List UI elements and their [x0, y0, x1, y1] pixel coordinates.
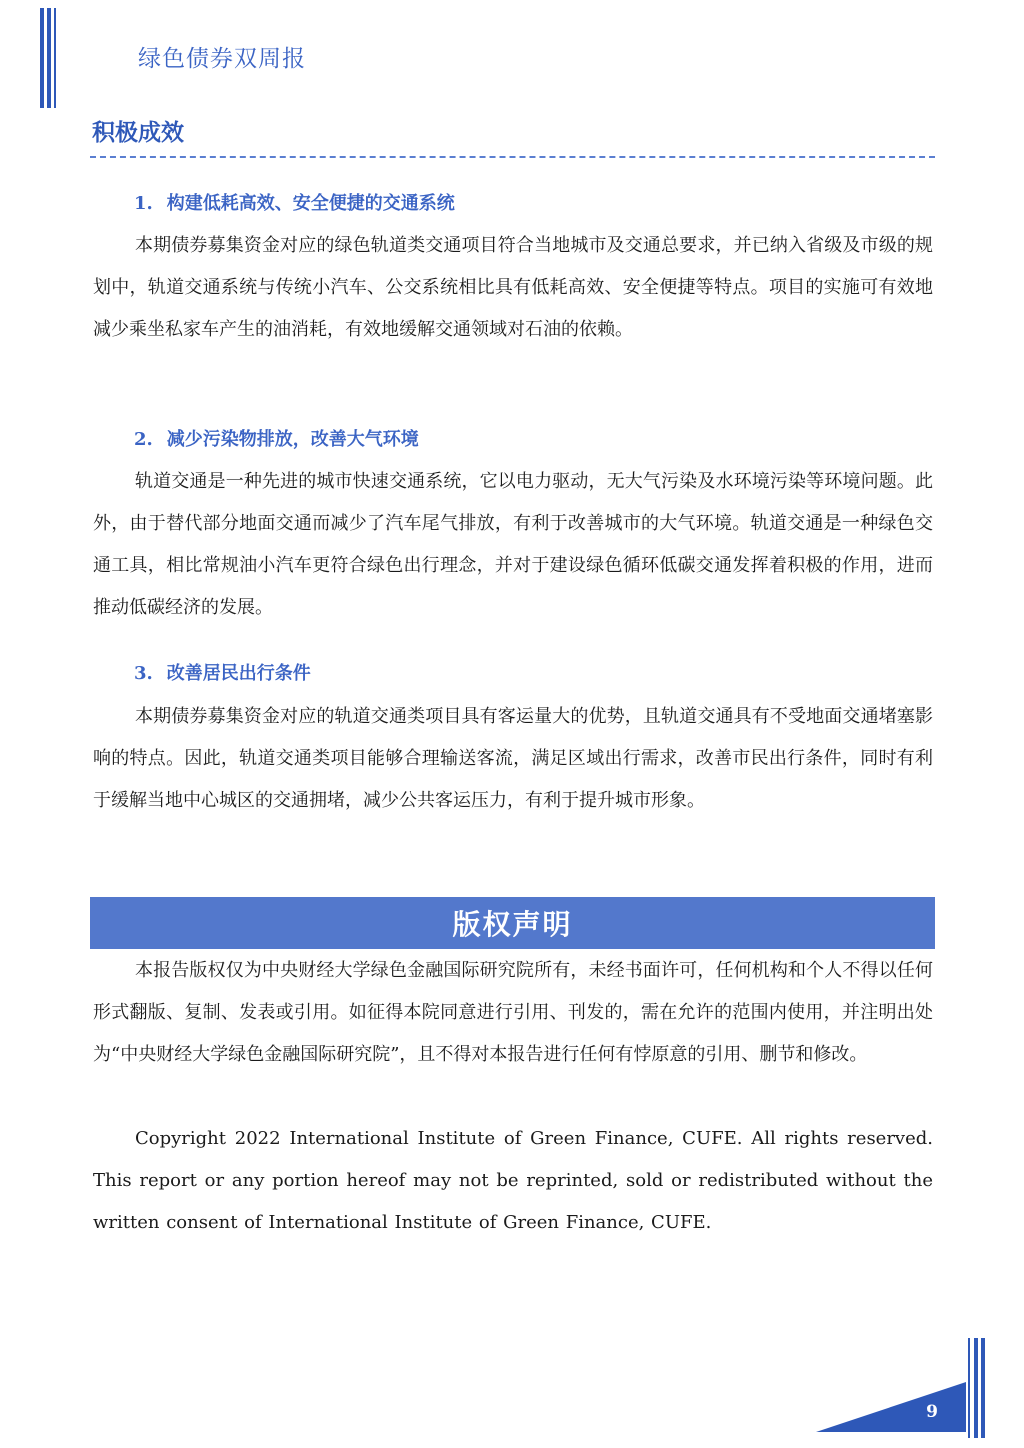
- footer-decoration-bars: [968, 1338, 988, 1438]
- item-heading-3: [134, 659, 311, 685]
- section-divider: [90, 156, 935, 158]
- footer-bar: [974, 1338, 978, 1438]
- item-number: 3.: [134, 663, 153, 684]
- copyright-zh: 本报告版权仅为中央财经大学绿色金融国际研究院所有，未经书面许可，任何机构和个人不得以任何形式翻版、复制、发表或引用。如征得本院同意进行引用、刊发的，需在允许的范围内使用，并注明出处为“中央财经大学绿色金融国际研究院”，且不得对本报告进行任何有悖原意的引用、删节和修改。: [93, 960, 933, 1065]
- copyright-en: Copyright 2022 International Institute of Green Finance, CUFE. All rights reserved. This report or any portion hereof may not be reprinted, sold or redistributed without the written consent of International Institute of Green Finance, CUFE.: [93, 1128, 933, 1233]
- copyright-banner: [90, 897, 935, 949]
- footer-bar: [981, 1338, 985, 1438]
- header-decoration-bars: [40, 8, 62, 108]
- footer-triangle: [816, 1382, 966, 1432]
- item-heading-1: [134, 189, 455, 215]
- item-heading-2: [134, 425, 419, 451]
- item-number: 2.: [134, 429, 153, 450]
- item-heading-text: 减少污染物排放，改善大气环境: [166, 429, 419, 450]
- header-bar: [47, 8, 51, 108]
- running-title: 绿色债券双周报: [138, 46, 306, 72]
- header-bar: [40, 8, 44, 108]
- item-heading-text: 构建低耗高效、安全便捷的交通系统: [166, 193, 455, 214]
- copyright-title: 版权声明: [452, 908, 573, 941]
- item-body-1: 本期债券募集资金对应的绿色轨道类交通项目符合当地城市及交通总要求，并已纳入省级及市级的规划中，轨道交通系统与传统小汽车、公交系统相比具有低耗高效、安全便捷等特点。项目的实施可有效地减少乘坐私家车产生的油消耗，有效地缓解交通领域对石油的依赖。: [93, 235, 933, 340]
- header-bar: [54, 8, 56, 108]
- item-body-2: 轨道交通是一种先进的城市快速交通系统，它以电力驱动，无大气污染及水环境污染等环境问题。此外，由于替代部分地面交通而减少了汽车尾气排放，有利于改善城市的大气环境。轨道交通是一种绿色交通工具，相比常规油小汽车更符合绿色出行理念，并对于建设绿色循环低碳交通发挥着积极的作用，进而推动低碳经济的发展。: [93, 471, 933, 618]
- footer-bar: [968, 1338, 970, 1438]
- item-body-3: 本期债券募集资金对应的轨道交通类项目具有客运量大的优势，且轨道交通具有不受地面交通堵塞影响的特点。因此，轨道交通类项目能够合理输送客流，满足区域出行需求，改善市民出行条件，同时有利于缓解当地中心城区的交通拥堵，减少公共客运压力，有利于提升城市形象。: [93, 706, 933, 811]
- item-number: 1.: [134, 193, 153, 214]
- page-number: 9: [926, 1402, 938, 1422]
- item-heading-text: 改善居民出行条件: [166, 663, 311, 684]
- section-title: 积极成效: [92, 119, 184, 146]
